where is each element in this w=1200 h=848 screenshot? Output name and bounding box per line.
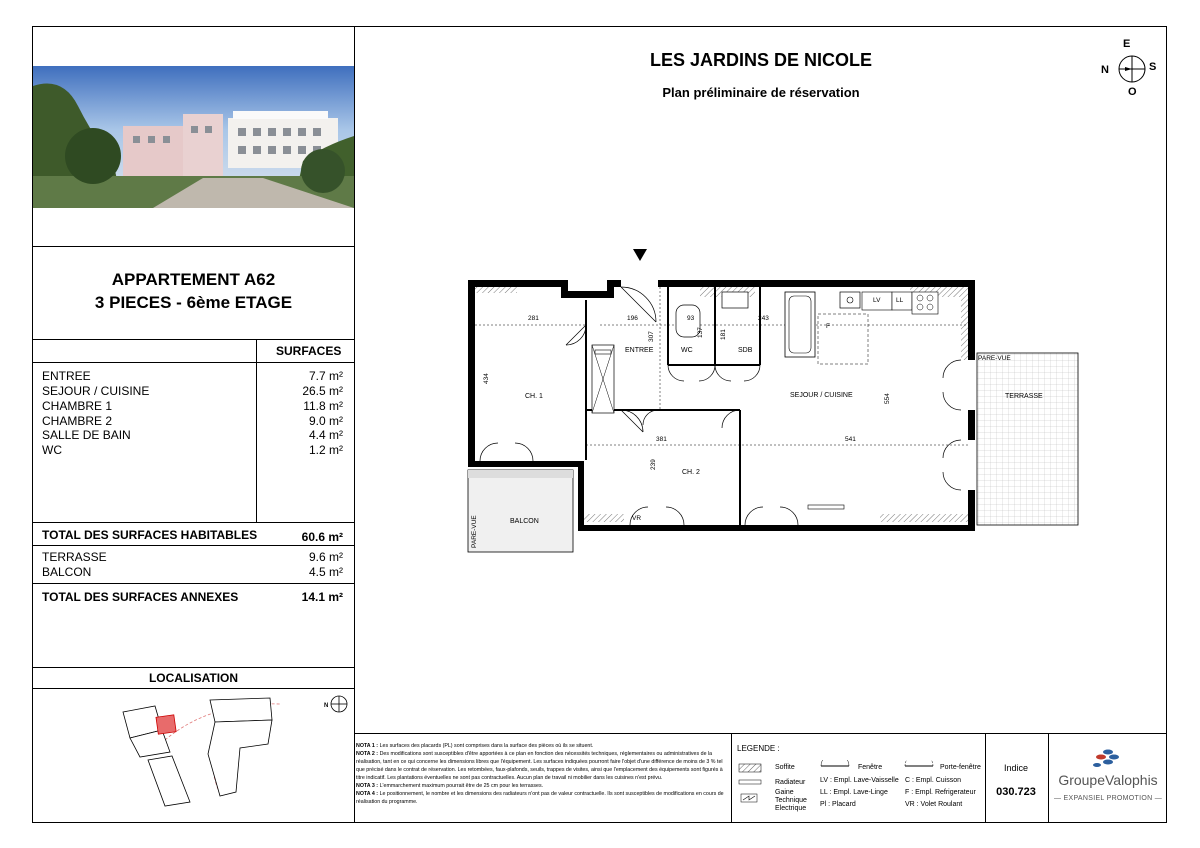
project-subtitle: Plan préliminaire de réservation bbox=[662, 85, 860, 100]
legend-gaine: Gaine Technique Electrique bbox=[775, 789, 807, 812]
surface-row-label: SEJOUR / CUISINE bbox=[42, 384, 150, 398]
annex-row-label: TERRASSE bbox=[42, 550, 107, 564]
legend-pl: Pl : Placard bbox=[820, 801, 856, 808]
surface-row-label: WC bbox=[42, 443, 62, 457]
dim-196: 196 bbox=[627, 315, 638, 322]
brand-name: GroupeValophis bbox=[1058, 772, 1158, 788]
surface-row-label: ENTREE bbox=[42, 369, 91, 383]
room-wc: WC bbox=[681, 347, 693, 354]
compass-n: N bbox=[1101, 64, 1109, 76]
divider bbox=[731, 733, 732, 823]
note-2: NOTA 2 : Des modifications sont susceptibles d'être apportées à ce plan en fonction des nécessités techniques, réglementaires ou administratives de la réalisation, tant en ce qui concerne les dimensions libres que l'équipement. Les surfaces indiquées pourront faire l'objet d'une différence de moins de 3 % tel que précisé dans le contrat de réservation. Les retombées, faux-plafonds, seuils, trappes de visites, ainsi que l'emplacement des équipements sont figurés à titre indicatif. Les plantations éventuelles ne sont pas contractuelles. Aucun plan de travail ni mobilier dans les cuisines n'est prévu. bbox=[356, 751, 723, 781]
dim-93: 93 bbox=[687, 315, 695, 322]
total-annexes-value: 14.1 m² bbox=[301, 590, 343, 604]
french-door-icon bbox=[905, 760, 917, 766]
surface-row-label: CHAMBRE 1 bbox=[42, 399, 113, 413]
notes-block bbox=[356, 742, 726, 806]
surface-row-label: CHAMBRE 2 bbox=[42, 414, 113, 428]
entrance-arrow-icon bbox=[633, 249, 647, 261]
dim-541: 541 bbox=[845, 436, 856, 443]
total-habitable-label: TOTAL DES SURFACES HABITABLES bbox=[42, 528, 258, 542]
radiator-icon bbox=[739, 780, 761, 784]
surface-row-value: 1.2 m² bbox=[308, 443, 343, 457]
indice-value: 030.723 bbox=[996, 786, 1036, 798]
building-photo bbox=[33, 66, 354, 208]
annex-row-label: BALCON bbox=[42, 565, 92, 579]
dim-vr: VR bbox=[632, 515, 642, 522]
apartment-title: APPARTEMENT A62 bbox=[111, 270, 276, 289]
annex-row-value: 4.5 m² bbox=[308, 565, 343, 579]
note-3: NOTA 3 : L'emmarchement maximum pourrait être de 25 cm pour les terrasses. bbox=[356, 783, 544, 789]
legend-vr: VR : Volet Roulant bbox=[905, 801, 963, 808]
divider bbox=[32, 583, 354, 584]
project-title: LES JARDINS DE NICOLE bbox=[649, 50, 873, 70]
room-ch1: CH. 1 bbox=[525, 393, 543, 400]
apartment-subtitle: 3 PIECES - 6ème ETAGE bbox=[94, 293, 293, 312]
room-sejour: SEJOUR / CUISINE bbox=[790, 392, 853, 399]
room-entree: ENTREE bbox=[625, 347, 654, 354]
dim-137: 137 bbox=[697, 327, 704, 338]
table-divider bbox=[256, 339, 257, 522]
label-f: F bbox=[826, 323, 830, 330]
surface-row-value: 4.4 m² bbox=[308, 428, 343, 442]
divider bbox=[32, 667, 354, 668]
surface-row-value: 7.7 m² bbox=[308, 369, 343, 383]
legend-title: LEGENDE : bbox=[737, 744, 780, 753]
dim-243: 243 bbox=[758, 315, 769, 322]
legend-f: F : Empl. Refrigerateur bbox=[905, 789, 976, 796]
note-1: NOTA 1 : Les surfaces des placards (PL) sont comprises dans la surface des pièces où ils se situent. bbox=[356, 743, 594, 749]
room-ch2: CH. 2 bbox=[682, 469, 700, 476]
legend-ll: LL : Empl. Lave-Linge bbox=[820, 789, 888, 796]
divider bbox=[32, 362, 354, 363]
brand-subtitle: — EXPANSIEL PROMOTION — bbox=[1053, 795, 1163, 802]
surface-row-label: SALLE DE BAIN bbox=[42, 428, 131, 442]
pare-vue-balcon: PARE-VUE bbox=[471, 515, 478, 548]
surface-row-value: 11.8 m² bbox=[303, 399, 343, 413]
legend-fenetre: Fenêtre bbox=[858, 764, 883, 771]
dim-307: 307 bbox=[648, 331, 655, 342]
localisation-map bbox=[110, 692, 355, 812]
compass-o: O bbox=[1128, 86, 1137, 98]
pare-vue-terrace: PARE-VUE bbox=[978, 355, 1011, 362]
localisation-title: LOCALISATION bbox=[148, 671, 239, 685]
total-habitable-value: 60.6 m² bbox=[301, 530, 343, 544]
surfaces-header: SURFACES bbox=[276, 344, 342, 358]
window-icon bbox=[821, 760, 833, 766]
divider bbox=[32, 688, 354, 689]
soffite-icon bbox=[739, 764, 761, 772]
room-balcon: BALCON bbox=[510, 518, 539, 525]
dim-181: 181 bbox=[720, 329, 727, 340]
legend-radiateur: Radiateur bbox=[775, 779, 806, 786]
legend-lv: LV : Empl. Lave-Vaisselle bbox=[820, 777, 899, 784]
floor-plan bbox=[460, 270, 1085, 560]
dim-554: 554 bbox=[884, 393, 891, 404]
divider bbox=[32, 246, 354, 247]
surface-row-value: 26.5 m² bbox=[302, 384, 343, 398]
map-north-label: N bbox=[324, 703, 329, 709]
divider bbox=[32, 522, 354, 523]
compass-s: S bbox=[1149, 61, 1157, 73]
legend-soffite: Soffite bbox=[775, 764, 795, 771]
dim-434: 434 bbox=[483, 373, 490, 384]
compass-e: E bbox=[1123, 38, 1131, 50]
note-4: NOTA 4 : Le positionnement, le nombre et les dimensions des radiateurs n'ont pas de valeur contractuelle. Ils sont susceptibles de modifications en cours de réalisation du programme. bbox=[356, 791, 724, 805]
dim-281: 281 bbox=[528, 315, 539, 322]
legend-c: C : Empl. Cuisson bbox=[905, 777, 962, 784]
legend-porte-fenetre: Porte-fenêtre bbox=[940, 764, 981, 771]
room-sdb: SDB bbox=[738, 347, 753, 354]
total-annexes-label: TOTAL DES SURFACES ANNEXES bbox=[42, 590, 239, 604]
footer-divider bbox=[354, 733, 1167, 734]
divider bbox=[32, 545, 354, 546]
indice-label: Indice bbox=[1003, 763, 1029, 773]
compass-icon bbox=[1117, 54, 1147, 84]
divider bbox=[32, 339, 354, 340]
dim-239: 239 bbox=[650, 459, 657, 470]
surface-row-value: 9.0 m² bbox=[308, 414, 343, 428]
dim-381: 381 bbox=[656, 436, 667, 443]
brand-logo-icon bbox=[1092, 748, 1124, 770]
room-terrasse: TERRASSE bbox=[1005, 393, 1043, 400]
label-lv: LV bbox=[873, 297, 881, 304]
annex-row-value: 9.6 m² bbox=[308, 550, 343, 564]
label-ll: LL bbox=[896, 297, 904, 304]
